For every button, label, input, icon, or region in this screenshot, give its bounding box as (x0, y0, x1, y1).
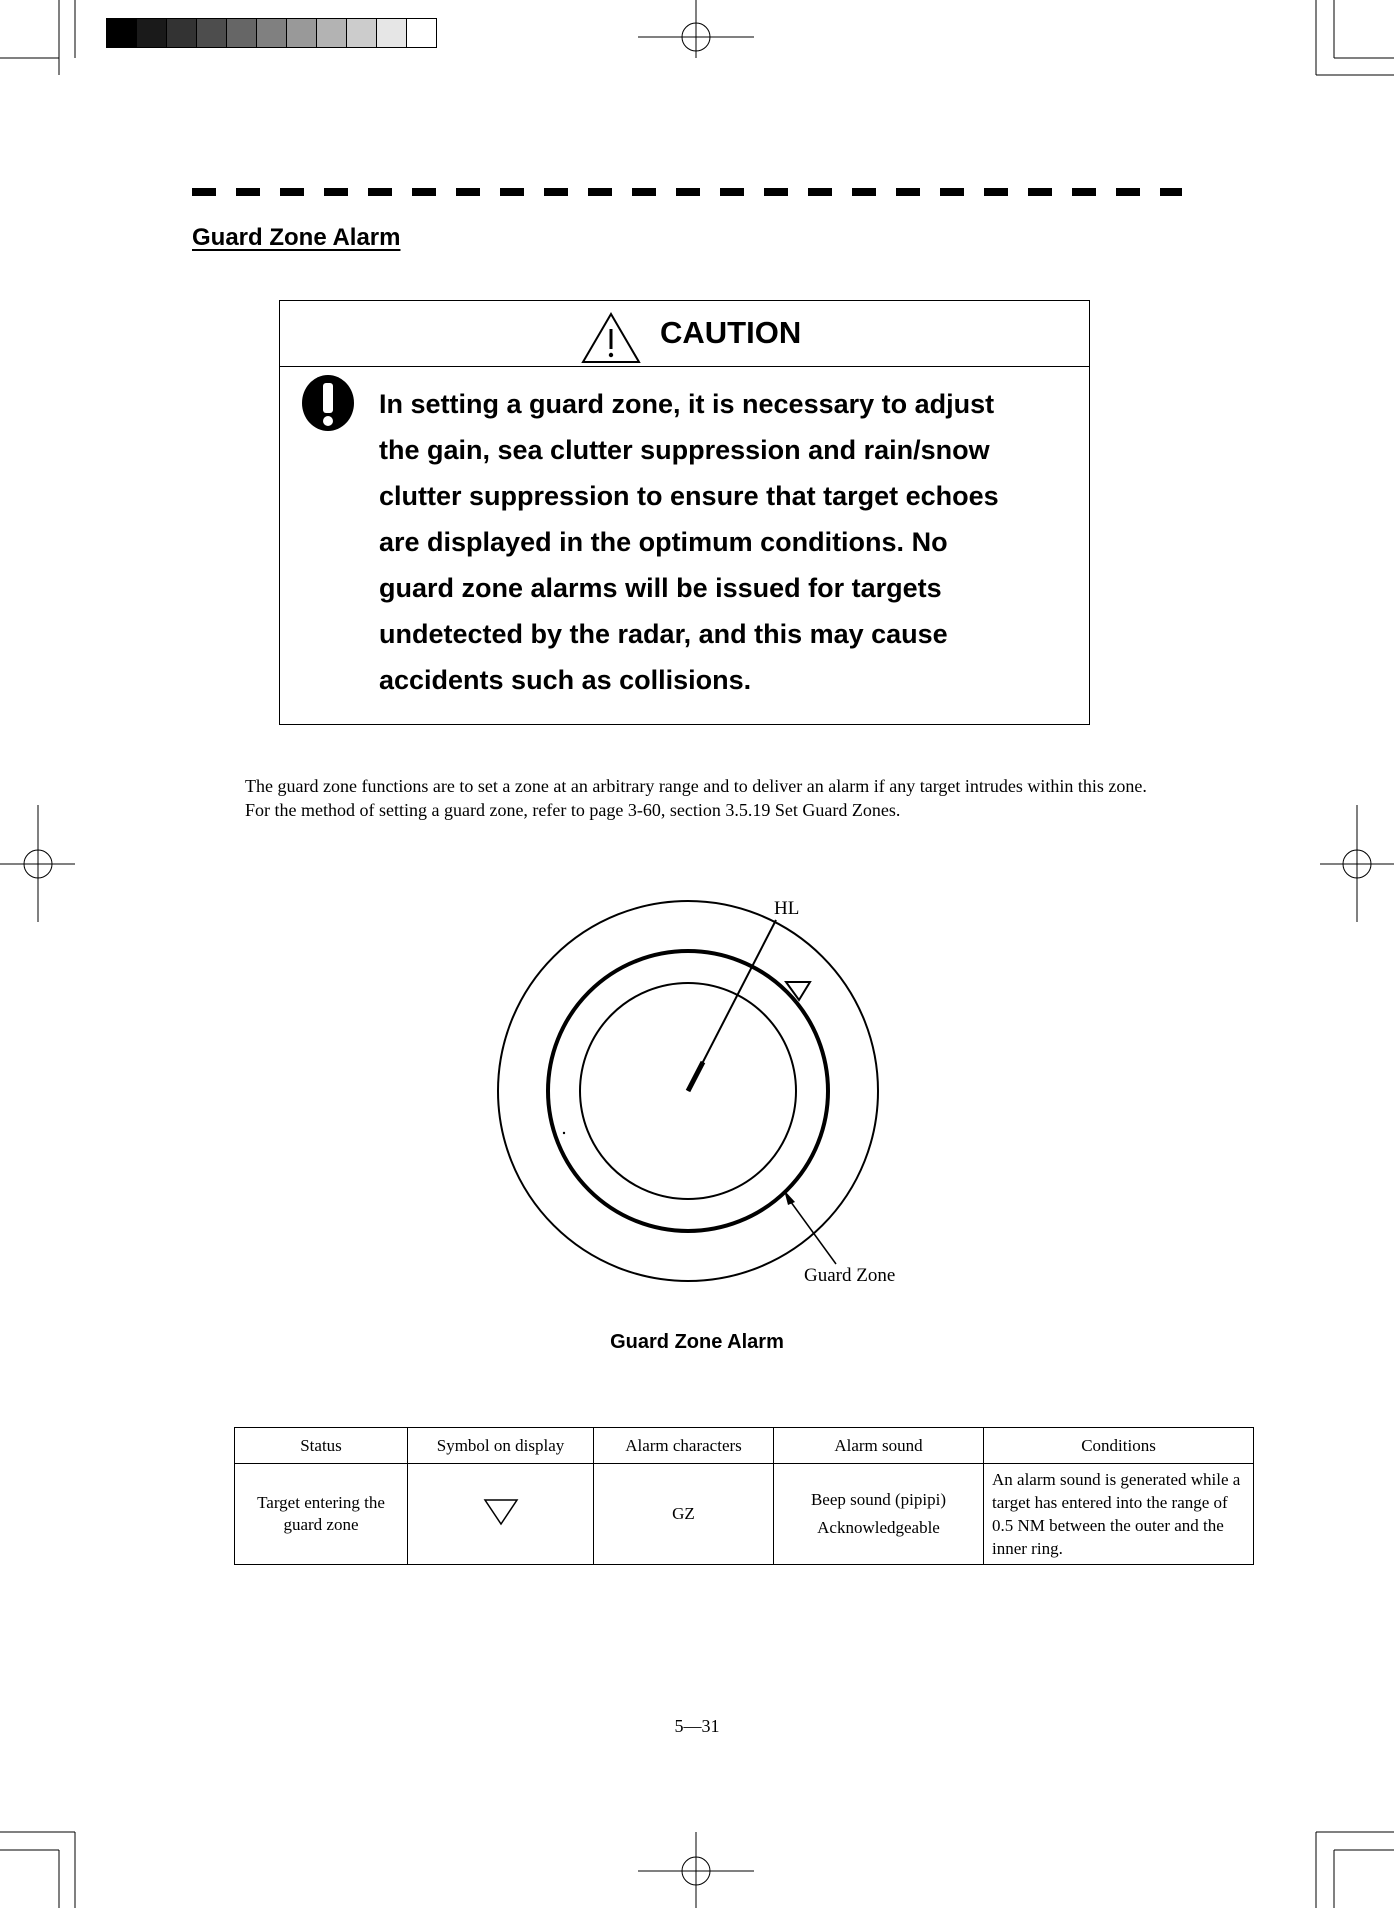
target-triangle-icon (483, 1498, 519, 1526)
cell-alarm-characters: GZ (594, 1464, 774, 1565)
figure-caption: Guard Zone Alarm (610, 1331, 784, 1353)
body-paragraph-2: For the method of setting a guard zone, refer to page 3-60, section 3.5.19 Set Guard Zones. (245, 800, 901, 820)
section-heading: Guard Zone Alarm (192, 224, 401, 251)
cell-alarm-sound (774, 1464, 984, 1565)
alarm-sound-line-1: Beep sound (pipipi) (810, 1490, 947, 1509)
alarm-sound-line-2: Acknowledgeable (817, 1518, 940, 1537)
header-symbol: Symbol on display (408, 1428, 594, 1464)
caution-title: CAUTION (660, 315, 802, 350)
cell-conditions: An alarm sound is generated while a target has entered into the range of 0.5 NM between the outer and the inner ring. (984, 1464, 1254, 1565)
table-row (235, 1464, 1254, 1565)
page-number: 5—31 (674, 1716, 720, 1736)
hl-label: HL (774, 898, 800, 919)
header-alarm-sound: Alarm sound (774, 1428, 984, 1464)
guard-zone-pointer-arrowhead (784, 1190, 795, 1205)
table-header-row (235, 1428, 1254, 1464)
guard-zone-pointer (788, 1198, 836, 1264)
guard-zone-label: Guard Zone (804, 1265, 896, 1286)
heading-line-thick (688, 1062, 703, 1091)
body-paragraph-1: The guard zone functions are to set a zone at an arbitrary range and to deliver an alarm if any target intrudes within this zone. (245, 776, 1147, 796)
header-status: Status (235, 1428, 408, 1464)
cell-symbol (408, 1464, 594, 1565)
header-conditions: Conditions (984, 1428, 1254, 1464)
cell-status: Target entering the guard zone (235, 1464, 408, 1565)
caution-text: In setting a guard zone, it is necessary to adjust the gain, sea clutter suppression and rain/snow clutter suppression to ensure that target echoes are displayed in the optimum conditions. No guard zone alarms will be issued for targets undetected by the radar, and this may cause accidents such as collisions. (379, 389, 999, 695)
alarm-table (234, 1427, 1254, 1565)
header-alarm-characters: Alarm characters (594, 1428, 774, 1464)
